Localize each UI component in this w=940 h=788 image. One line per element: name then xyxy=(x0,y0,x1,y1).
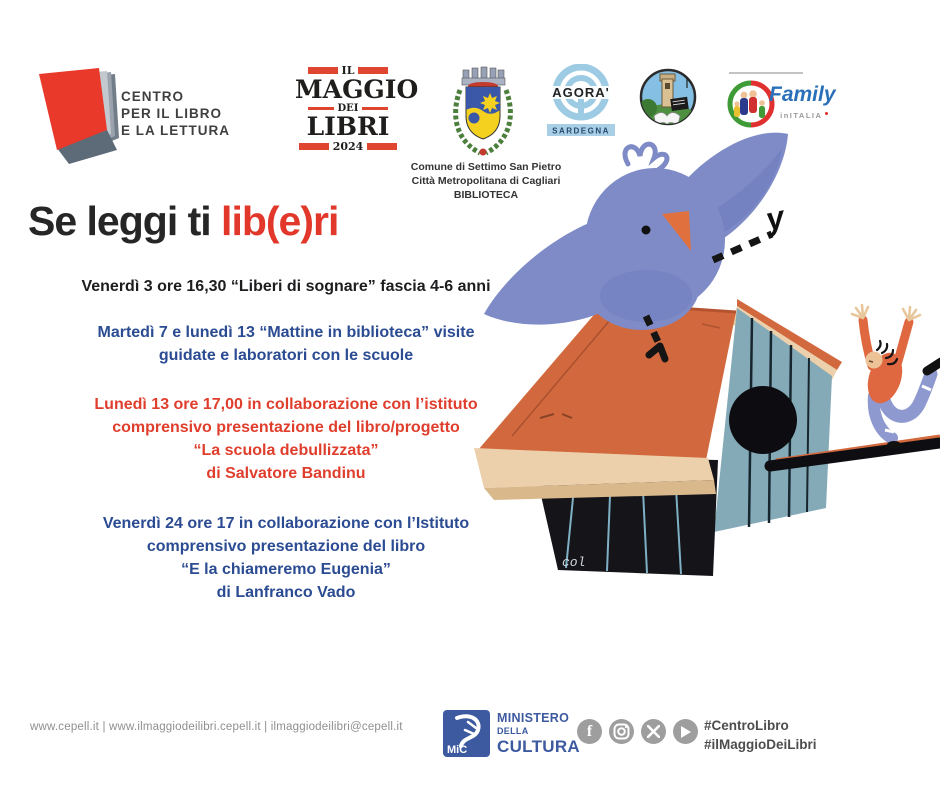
mic-line1: MINISTERO xyxy=(497,711,570,726)
x-icon xyxy=(641,719,666,744)
maggio-libri: LIBRI xyxy=(306,112,390,141)
title-red: lib(e)ri xyxy=(221,198,339,244)
maggio-word: MAGGIO xyxy=(295,75,419,104)
event-line: Lunedì 13 ore 17,00 in collaborazione con l’istituto xyxy=(94,396,478,413)
family-sub: inITALIA xyxy=(780,111,823,120)
event-line: “E la chiameremo Eugenia” xyxy=(181,561,391,578)
mic-short: MiC xyxy=(447,744,468,756)
person-head xyxy=(866,352,883,369)
event-line: Venerdì 24 ore 17 in collaborazione con l’Istituto xyxy=(102,515,470,532)
red-bar xyxy=(358,67,388,74)
hashtag-centrolibro: #CentroLibro xyxy=(704,718,789,733)
event-block-3 xyxy=(56,393,516,485)
red-bar xyxy=(299,143,329,150)
maggio-year: 2024 xyxy=(332,140,364,153)
birdhouse-hole xyxy=(729,386,797,454)
comune-line1: Comune di Settimo San Pietro xyxy=(410,161,562,173)
event-line: comprensivo presentazione del libro/progetto xyxy=(112,419,460,436)
title-black: Se leggi ti xyxy=(28,198,222,244)
maggio-dei-libri-logo xyxy=(295,64,419,153)
red-line xyxy=(308,107,334,110)
mic-line3: CULTURA xyxy=(497,736,580,756)
family-small-print xyxy=(729,72,803,74)
bird-y-hand: y xyxy=(762,198,788,238)
mic-text xyxy=(497,712,580,755)
facebook-icon: f xyxy=(577,719,602,744)
event-block-4 xyxy=(56,512,516,604)
page-title xyxy=(28,198,338,245)
maggio-dei: DEI xyxy=(337,103,359,114)
bird-eye xyxy=(642,226,651,235)
event-line: di Salvatore Bandinu xyxy=(206,465,366,482)
cepell-line3: E LA LETTURA xyxy=(121,123,230,138)
illustration-svg xyxy=(470,118,940,623)
cepell-book-icon xyxy=(33,66,121,166)
red-bar xyxy=(367,143,397,150)
social-icons xyxy=(577,719,698,744)
family-red-dot xyxy=(825,112,828,115)
event-line: Venerdì 3 ore 16,30 “Liberi di sognare” fascia 4-6 anni xyxy=(81,278,491,295)
person-shoe xyxy=(927,362,940,371)
person-hands xyxy=(852,305,920,320)
hashtag-ilmaggiodeilibri: #ilMaggioDeiLibri xyxy=(704,737,817,752)
comune-line3: BIBLIOTECA xyxy=(453,189,519,201)
cepell-logo xyxy=(33,66,283,166)
event-line: comprensivo presentazione del libro xyxy=(146,538,426,555)
mic-icon xyxy=(443,710,490,757)
maggio-il: IL xyxy=(341,64,355,77)
cepell-line2: PER IL LIBRO xyxy=(121,106,223,121)
mic-logo xyxy=(443,710,580,757)
comune-line2: Città Metropolitana di Cagliari xyxy=(411,175,561,187)
event-line: guidate e laboratori con le scuole xyxy=(158,347,414,364)
event-line: di Lanfranco Vado xyxy=(216,584,356,601)
climbing-person xyxy=(852,305,940,449)
instagram-icon xyxy=(609,719,634,744)
event-line: Martedì 7 e lunedì 13 “Mattine in biblioteca” visite xyxy=(97,324,475,341)
family-name: Family xyxy=(769,83,836,106)
mic-line2: DELLA xyxy=(497,725,529,736)
red-bar xyxy=(308,67,338,74)
bird-tuft xyxy=(625,144,667,170)
agora-name: AGORA' xyxy=(552,85,610,100)
agora-region: SARDEGNA xyxy=(552,126,610,136)
maggio-row-year xyxy=(295,140,401,153)
bird-birdhouse-illustration xyxy=(470,118,940,628)
hashtags xyxy=(704,716,817,754)
event-line: “La scuola debullizzata” xyxy=(193,442,379,459)
red-line xyxy=(362,107,388,110)
event-block-1 xyxy=(56,275,516,298)
cepell-logo-text xyxy=(121,88,230,139)
artist-signature: col xyxy=(562,555,586,570)
youtube-play-icon xyxy=(673,719,698,744)
cepell-line1: CENTRO xyxy=(121,89,184,104)
event-block-2 xyxy=(56,321,516,367)
footer-links: www.cepell.it | www.ilmaggiodeilibri.cepell.it | ilmaggiodeilibri@cepell.it xyxy=(30,721,403,733)
